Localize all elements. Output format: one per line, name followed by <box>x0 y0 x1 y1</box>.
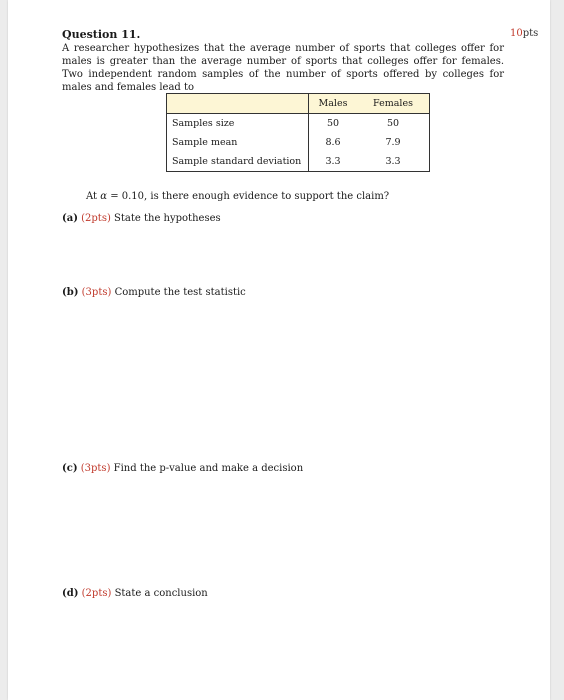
column-header-females: Females <box>357 94 430 114</box>
alpha-rest: = 0.10, is there enough evidence to support the claim? <box>107 191 390 202</box>
part-letter: (b) <box>62 287 79 298</box>
part-letter: (c) <box>62 463 78 474</box>
part-text: State the hypotheses <box>114 213 221 224</box>
part-c <box>62 463 303 474</box>
cell-females: 7.9 <box>357 133 430 152</box>
alpha-symbol: α <box>100 191 108 202</box>
points-unit: pts <box>522 28 539 39</box>
table-row <box>167 133 430 152</box>
cell-males: 50 <box>309 114 358 134</box>
column-header-males: Males <box>309 94 358 114</box>
points-value: 10 <box>510 28 523 39</box>
document-page <box>8 0 550 700</box>
table-header-row <box>167 94 430 114</box>
sample-statistics-table <box>166 93 430 172</box>
row-label: Sample standard deviation <box>167 152 309 172</box>
part-text: Compute the test statistic <box>114 287 246 298</box>
cell-females: 50 <box>357 114 430 134</box>
part-a <box>62 213 221 224</box>
points-label <box>510 28 538 39</box>
part-letter: (d) <box>62 588 79 599</box>
alpha-prefix: At <box>86 191 98 202</box>
table-row <box>167 152 430 172</box>
part-d <box>62 588 208 599</box>
part-text: State a conclusion <box>114 588 208 599</box>
part-points: (2pts) <box>81 588 112 599</box>
question-body: A researcher hypothesizes that the average number of sports that colleges offer for males is greater than the average number of sports that colleges offer for females. Two independent random samples of the number of sports offered by colleges for males and females lead to <box>62 43 504 93</box>
cell-males: 8.6 <box>309 133 358 152</box>
significance-question <box>86 191 389 202</box>
table-row <box>167 114 430 134</box>
part-points: (3pts) <box>81 287 112 298</box>
part-b <box>62 287 246 298</box>
cell-males: 3.3 <box>309 152 358 172</box>
row-label: Sample mean <box>167 133 309 152</box>
cell-females: 3.3 <box>357 152 430 172</box>
part-letter: (a) <box>62 213 78 224</box>
part-points: (3pts) <box>80 463 111 474</box>
question-title: Question 11. <box>62 28 141 41</box>
part-points: (2pts) <box>81 213 111 224</box>
part-text: Find the p-value and make a decision <box>113 463 304 474</box>
table-header-blank <box>167 94 309 114</box>
row-label: Samples size <box>167 114 309 134</box>
